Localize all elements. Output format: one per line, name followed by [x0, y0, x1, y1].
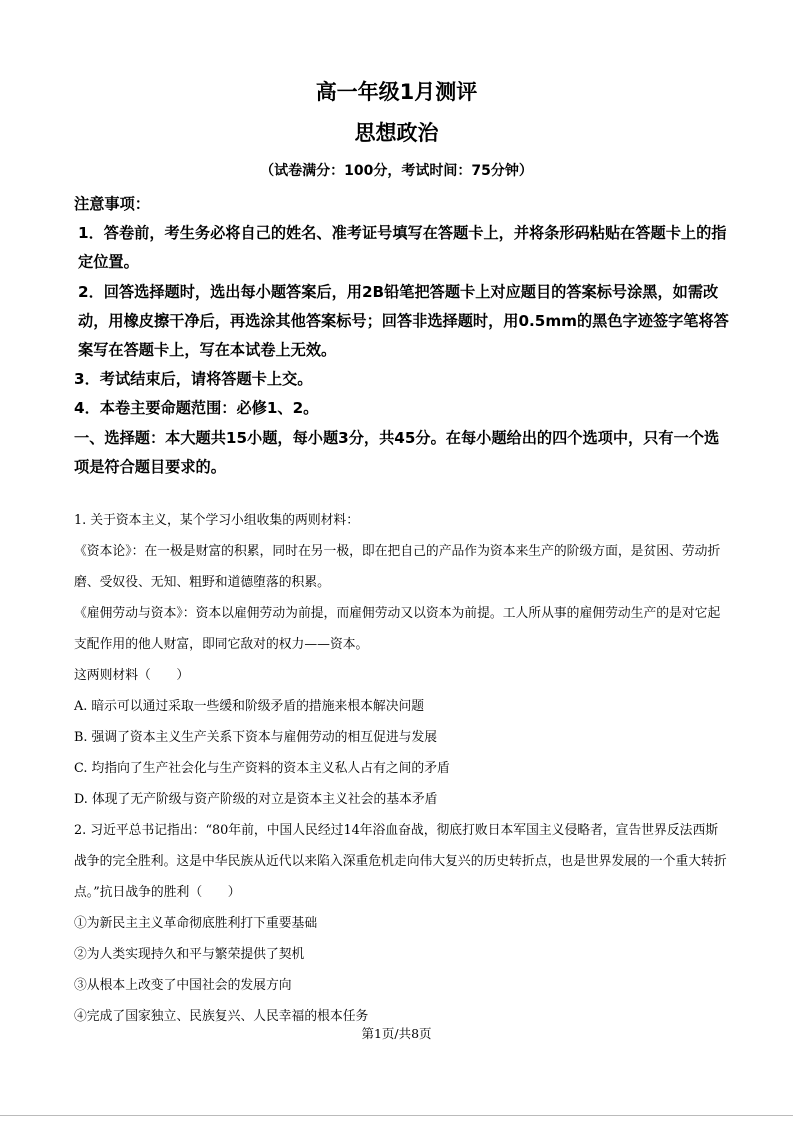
- q2-item-2: ②为人类实现持久和平与繁荣提供了契机: [74, 947, 305, 962]
- note-item-2: 2．回答选择题时，选出每小题答案后，用2B铅笔把答题卡上对应题目的答案标号涂黑，如需改动，用橡皮擦干净后，再选涂其他答案标号；回答非选择题时，用0.5mm的黑色字迹签字笔将答案写在答题卡上，写在本试卷上无效。: [78, 282, 729, 360]
- q2-item-1: ①为新民主主义革命彻底胜利打下重要基础: [74, 916, 318, 931]
- bottom-divider: [0, 1115, 793, 1116]
- notes-section: [74, 190, 734, 482]
- q2-stem: 2. 习近平总书记指出：“80年前，中国人民经过14年浴血奋战，彻底打败日本军国主义侵略者，宣告世界反法西斯战争的完全胜利。这是中华民族从近代以来陷入深重危机走向伟大复兴的历史转折点，也是世界发展的一个重大转折点。”抗日战争的胜利（ ）: [74, 823, 727, 900]
- notes-heading: 注意事项：: [74, 195, 150, 213]
- q2-item-4: ④完成了国家独立、民族复兴、人民幸福的根本任务: [74, 1009, 369, 1024]
- section-heading: 一、选择题：本大题共15小题，每小题3分，共45分。在每小题给出的四个选项中，只有一个选项是符合题目要求的。: [74, 428, 720, 476]
- q1-stem: 1. 关于资本主义，某个学习小组收集的两则材料：: [74, 513, 360, 528]
- exam-info: （试卷满分：100分，考试时间：75分钟）: [260, 163, 533, 179]
- q1-option-d: D. 体现了无产阶级与资产阶级的对立是资本主义社会的基本矛盾: [74, 792, 438, 807]
- note-item-3: 3．考试结束后，请将答题卡上交。: [74, 370, 313, 389]
- q2-item-3: ③从根本上改变了中国社会的发展方向: [74, 978, 292, 993]
- page-number: 第1页/共8页: [361, 1026, 432, 1041]
- q1-material-2: 《雇佣劳动与资本》：资本以雇佣劳动为前提，而雇佣劳动又以资本为前提。工人所从事的雇佣劳动生产的是对它起支配作用的他人财富，即同它敌对的权力——资本。: [74, 606, 721, 652]
- q1-option-c: C. 均指向了生产社会化与生产资料的资本主义私人占有之间的矛盾: [74, 761, 450, 776]
- q1-prompt: 这两则材料（ ）: [74, 668, 190, 683]
- q1-option-b: B. 强调了资本主义生产关系下资本与雇佣劳动的相互促进与发展: [74, 730, 438, 745]
- exam-title: 高一年级1月测评: [315, 80, 478, 104]
- note-item-4: 4．本卷主要命题范围：必修1、2。: [74, 399, 319, 418]
- subject-title: 思想政治: [354, 121, 439, 145]
- q1-material-1: 《资本论》：在一极是财富的积累，同时在另一极，即在把自己的产品作为资本来生产的阶级方面，是贫困、劳动折磨、受奴役、无知、粗野和道德堕落的积累。: [74, 544, 721, 590]
- questions: [74, 505, 730, 1032]
- note-item-1: 1．答卷前，考生务必将自己的姓名、准考证号填写在答题卡上，并将条形码粘贴在答题卡上的指定位置。: [78, 224, 727, 272]
- q1-option-a: A. 暗示可以通过采取一些缓和阶级矛盾的措施来根本解决问题: [74, 699, 425, 714]
